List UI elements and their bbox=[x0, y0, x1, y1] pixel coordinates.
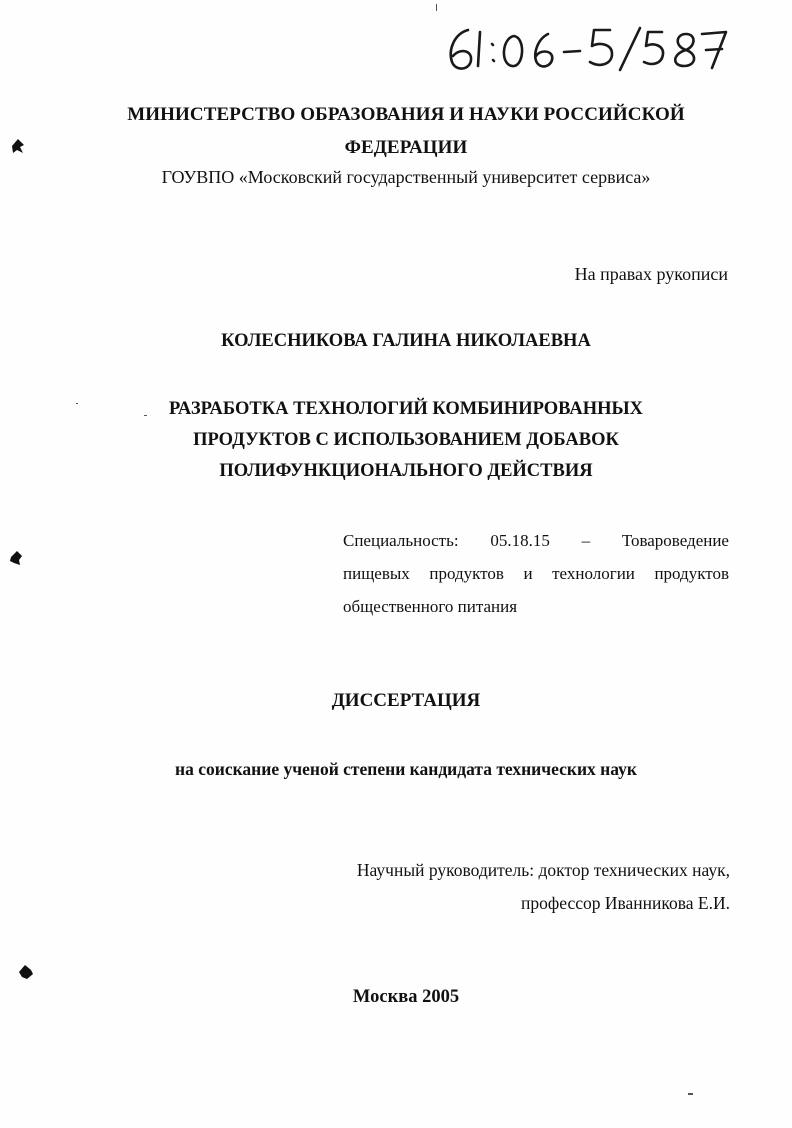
degree-line: на соискание ученой степени кандидата технических наук bbox=[175, 759, 637, 779]
supervisor-block bbox=[300, 854, 730, 920]
archive-code-text bbox=[440, 74, 441, 75]
binding-hole-mark bbox=[16, 962, 36, 982]
handwritten-archive-code bbox=[440, 14, 730, 74]
title-line-1: РАЗРАБОТКА ТЕХНОЛОГИЙ КОМБИНИРОВАННЫХ bbox=[169, 399, 643, 419]
dissertation-title bbox=[0, 394, 792, 487]
university-name: ГОУВПО «Московский государственный университет сервиса» bbox=[161, 167, 651, 187]
place-year: Москва 2005 bbox=[352, 987, 460, 1007]
handwritten-code-drawing bbox=[440, 14, 730, 74]
specialty-word: 05.18.15 bbox=[490, 531, 550, 550]
specialty-word: – bbox=[581, 531, 591, 550]
binding-hole-mark bbox=[8, 136, 28, 156]
supervisor-line-2: профессор Иванникова Е.И. bbox=[521, 893, 730, 913]
supervisor-line-1: Научный руководитель: доктор технических наук, bbox=[356, 860, 730, 880]
ministry-heading bbox=[0, 98, 792, 164]
document-type: ДИССЕРТАЦИЯ bbox=[331, 690, 481, 711]
binding-hole-mark bbox=[6, 548, 26, 568]
specialty-block bbox=[343, 524, 729, 623]
ministry-line-2: ФЕДЕРАЦИИ bbox=[344, 137, 468, 158]
specialty-word: продуктов bbox=[654, 564, 729, 583]
author-name: КОЛЕСНИКОВА ГАЛИНА НИКОЛАЕВНА bbox=[221, 331, 591, 351]
scan-speck bbox=[688, 1093, 693, 1095]
specialty-word: продуктов bbox=[429, 564, 504, 583]
title-line-3: ПОЛИФУНКЦИОНАЛЬНОГО ДЕЙСТВИЯ bbox=[219, 461, 593, 481]
specialty-line-2 bbox=[343, 557, 729, 590]
specialty-word: Товароведение bbox=[621, 531, 729, 550]
scan-speck bbox=[436, 4, 437, 11]
scan-speck bbox=[76, 403, 78, 404]
specialty-word: Специальность: bbox=[343, 531, 459, 550]
scan-speck bbox=[144, 415, 147, 416]
specialty-word: и bbox=[523, 564, 533, 583]
specialty-word: пищевых bbox=[343, 564, 410, 583]
rights-note: На правах рукописи bbox=[574, 264, 728, 284]
specialty-word: технологии bbox=[552, 564, 635, 583]
specialty-line-1 bbox=[343, 524, 729, 557]
ministry-line-1: МИНИСТЕРСТВО ОБРАЗОВАНИЯ И НАУКИ РОССИЙСКОЙ bbox=[127, 104, 685, 125]
specialty-line-3: общественного питания bbox=[343, 597, 518, 616]
title-line-2: ПРОДУКТОВ С ИСПОЛЬЗОВАНИЕМ ДОБАВОК bbox=[193, 430, 619, 450]
